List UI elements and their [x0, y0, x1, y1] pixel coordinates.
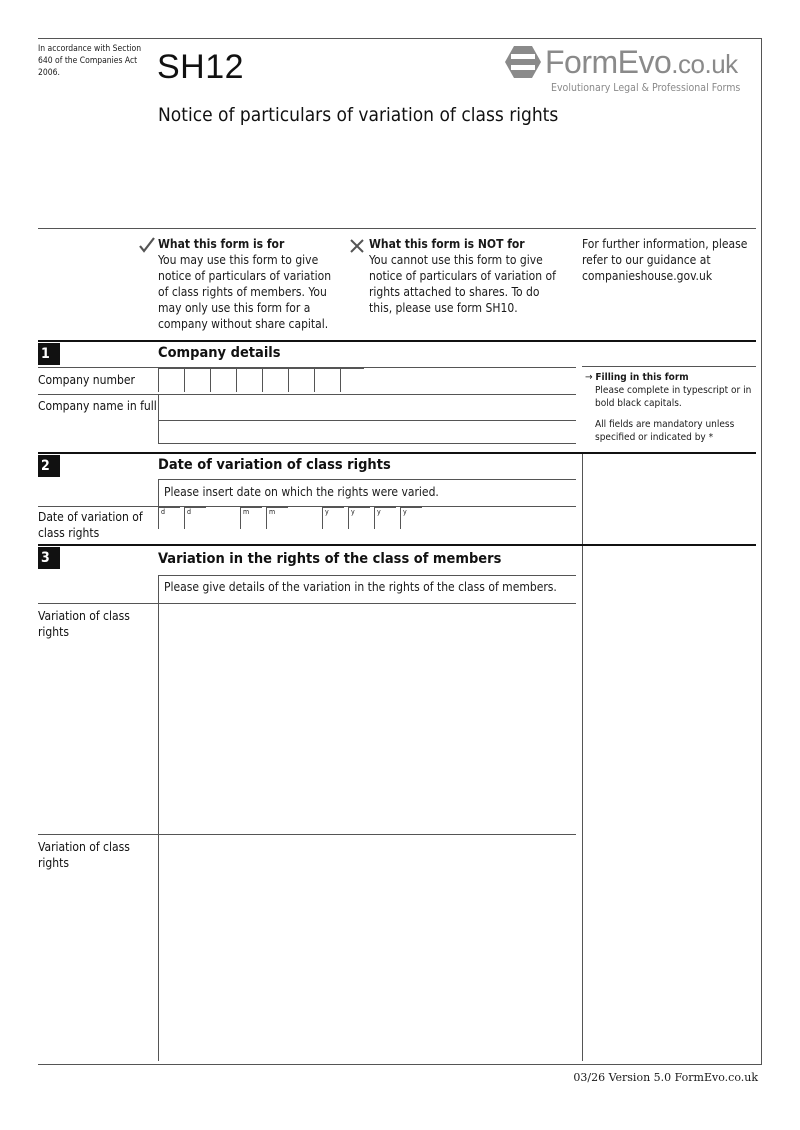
- variation-textarea-1[interactable]: [158, 603, 576, 834]
- divider: [158, 479, 159, 507]
- company-number-label: Company number: [38, 373, 135, 387]
- company-name-field-2[interactable]: [158, 420, 576, 444]
- divider: [38, 228, 756, 229]
- date-day-box[interactable]: d: [184, 507, 206, 529]
- section-2-instruction: Please insert date on which the rights were varied.: [164, 485, 439, 499]
- company-number-box[interactable]: [158, 368, 184, 392]
- note-title: Filling in this form: [595, 372, 689, 383]
- logo-domain: .co.uk: [671, 49, 738, 79]
- divider: [158, 479, 576, 480]
- company-number-box[interactable]: [288, 368, 314, 392]
- section-divider: [38, 544, 756, 546]
- logo-main: FormEvo: [545, 44, 672, 80]
- legal-reference: In accordance with Section 640 of the Companies Act 2006.: [38, 44, 142, 78]
- section-3-number: 3: [38, 547, 60, 569]
- section-3-title: Variation in the rights of the class of members: [158, 551, 502, 567]
- section-divider: [38, 340, 756, 342]
- further-information: For further information, please refer to our guidance at companieshouse.gov.uk: [582, 237, 748, 283]
- variation-label-2: Variation of class rights: [38, 840, 130, 870]
- note-body: Please complete in typescript or in bold black capitals.: [595, 385, 752, 409]
- company-name-label: Company name in full: [38, 399, 157, 413]
- divider: [582, 546, 583, 1061]
- side-note: [585, 371, 757, 444]
- section-1-number: 1: [38, 343, 60, 365]
- variation-textarea-2[interactable]: [158, 834, 576, 1061]
- divider: [158, 575, 159, 603]
- section-3-instruction: Please give details of the variation in the rights of the class of members.: [164, 580, 557, 594]
- section-divider: [38, 452, 756, 454]
- what-form-is-not-for: [369, 236, 559, 316]
- date-year-box[interactable]: y: [322, 507, 344, 529]
- check-icon: [138, 236, 156, 254]
- date-label: Date of variation of class rights: [38, 510, 143, 540]
- logo-tagline: Evolutionary Legal & Professional Forms: [551, 82, 741, 94]
- form-title: Notice of particulars of variation of class rights: [158, 104, 559, 126]
- company-name-field-1[interactable]: [158, 394, 576, 420]
- formevo-logo: [503, 44, 758, 98]
- divider: [38, 506, 576, 507]
- section-2-number: 2: [38, 455, 60, 477]
- company-number-box[interactable]: [262, 368, 288, 392]
- frame-top-border: [38, 38, 762, 39]
- company-number-box[interactable]: [236, 368, 262, 392]
- form-code: SH12: [157, 48, 245, 86]
- variation-label-1: Variation of class rights: [38, 609, 130, 639]
- date-month-box[interactable]: m: [266, 507, 288, 529]
- divider: [340, 368, 364, 369]
- what-form-is-for: [158, 236, 343, 332]
- company-number-box[interactable]: [210, 368, 236, 392]
- date-year-box[interactable]: y: [348, 507, 370, 529]
- date-year-box[interactable]: y: [374, 507, 396, 529]
- date-month-box[interactable]: m: [240, 507, 262, 529]
- cross-icon: [349, 238, 365, 254]
- frame-right-border: [761, 38, 762, 1065]
- company-number-box[interactable]: [314, 368, 340, 392]
- for-body: You may use this form to give notice of particulars of variation of class rights of members. You may only use this form for a company without share capital.: [158, 253, 332, 331]
- notfor-body: You cannot use this form to give notice of particulars of variation of rights attached to shares. To do this, please use form SH10.: [369, 253, 556, 315]
- logo-wordmark: [545, 44, 738, 81]
- footer-version: 03/26 Version 5.0 FormEvo.co.uk: [573, 1071, 758, 1084]
- divider: [582, 366, 756, 367]
- hexagon-logo-icon: [503, 44, 543, 84]
- arrow-right-icon: →: [585, 372, 596, 383]
- divider: [158, 575, 576, 576]
- date-day-box[interactable]: d: [158, 507, 180, 529]
- section-2-title: Date of variation of class rights: [158, 457, 391, 473]
- notfor-title: What this form is NOT for: [369, 237, 525, 251]
- note-mandatory: All fields are mandatory unless specified or indicated by *: [595, 419, 735, 443]
- for-title: What this form is for: [158, 237, 285, 251]
- section-1-title: Company details: [158, 345, 281, 361]
- company-number-box[interactable]: [340, 368, 364, 392]
- divider: [582, 454, 583, 544]
- company-number-box[interactable]: [184, 368, 210, 392]
- date-year-box[interactable]: y: [400, 507, 422, 529]
- footer-divider: [38, 1064, 762, 1065]
